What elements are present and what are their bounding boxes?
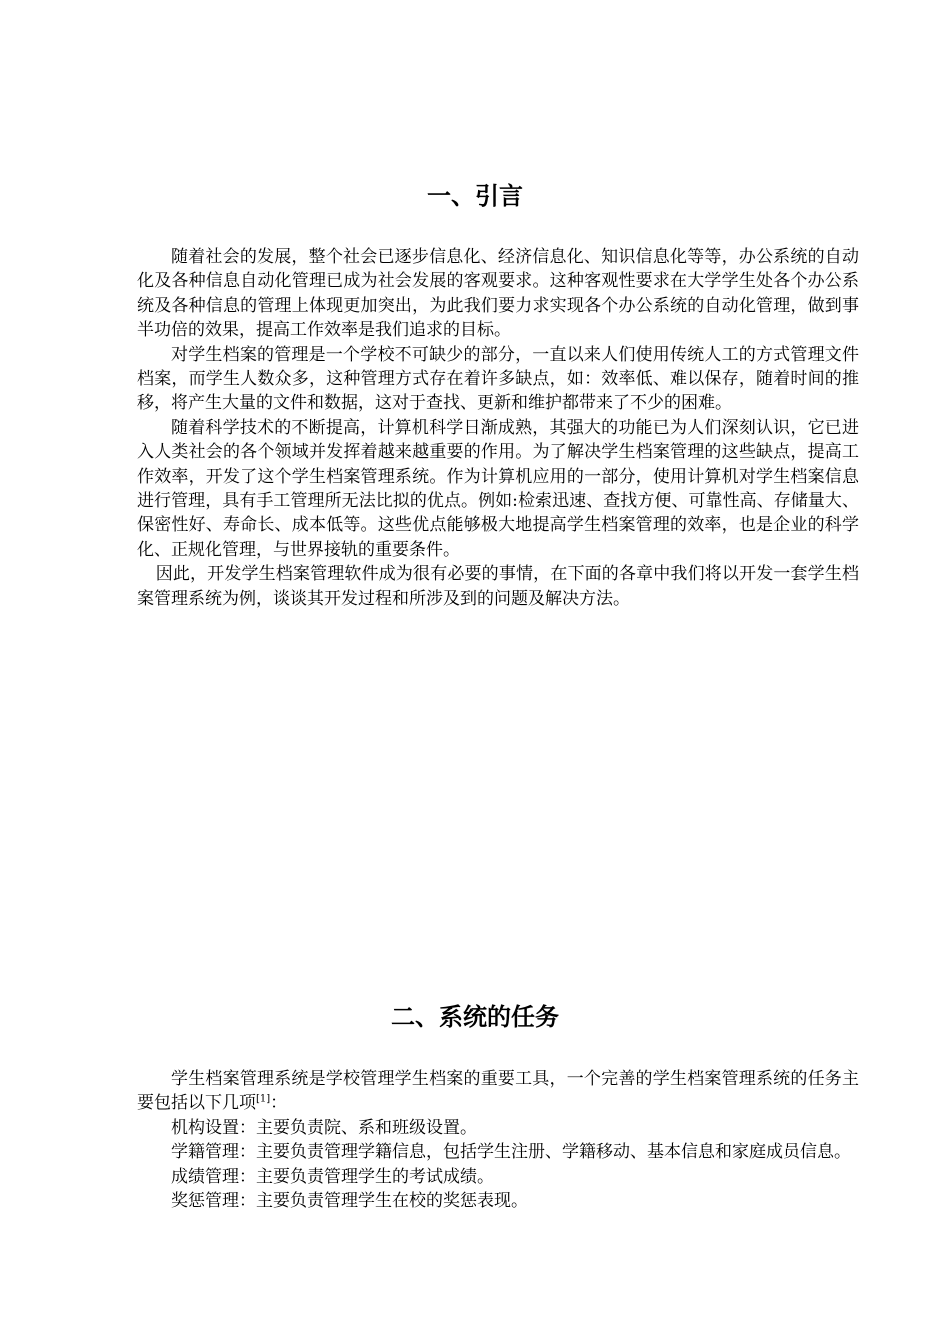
paragraph: 随着科学技术的不断提高，计算机科学日渐成熟，其强大的功能已为人们深刻认识，它已进入人类社会的各个领域并发挥着越来越重要的作用。为了解决学生档案管理的这些缺点，提高工作效率，开发了这个学生档案管理系统。作为计算机应用的一部分，使用计算机对学生档案信息进行管理，具有手工管理所无法比拟的优点。例如:检索迅速、查找方便、可靠性高、存储量大、保密性好、寿命长、成本低等。这些优点能够极大地提高学生档案管理的效率，也是企业的科学化、正规化管理，与世界接轨的重要条件。 (137, 417, 859, 560)
section-title-introduction: 一、引言 (427, 182, 523, 210)
paragraph: 对学生档案的管理是一个学校不可缺少的部分，一直以来人们使用传统人工的方式管理文件档案，而学生人数众多，这种管理方式存在着许多缺点，如：效率低、难以保存，随着时间的推移，将产生大量的文件和数据，这对于查找、更新和维护都带来了不少的困难。 (137, 344, 859, 414)
intro-end: ： (270, 1093, 288, 1114)
paragraph: 随着社会的发展，整个社会已逐步信息化、经济信息化、知识信息化等等，办公系统的自动化及各种信息自动化管理已成为社会发展的客观要求。这种客观性要求在大学学生处各个办公系统及各种信息的管理上体现更加突出，为此我们要力求实现各个办公系统的自动化管理，做到事半功倍的效果，提高工作效率是我们追求的目标。 (137, 247, 859, 341)
task-item: 学籍管理：主要负责管理学籍信息，包括学生注册、学籍移动、基本信息和家庭成员信息。 (171, 1142, 851, 1163)
section-body-introduction (137, 245, 859, 611)
paragraph: 因此，开发学生档案管理软件成为很有必要的事情，在下面的各章中我们将以开发一套学生档案管理系统为例，谈谈其开发过程和所涉及到的问题及解决方法。 (137, 564, 859, 609)
paragraph-intro (137, 1067, 859, 1116)
citation-reference: [1] (256, 1093, 271, 1105)
section-title-system-tasks: 二、系统的任务 (391, 1003, 559, 1031)
intro-text: 学生档案管理系统是学校管理学生档案的重要工具，一个完善的学生档案管理系统的任务主要包括以下几项 (137, 1069, 859, 1114)
task-item: 奖惩管理：主要负责管理学生在校的奖惩表现。 (171, 1191, 528, 1212)
section-body-system-tasks (137, 1067, 859, 1213)
task-item: 成绩管理：主要负责管理学生的考试成绩。 (171, 1166, 494, 1187)
task-item: 机构设置：主要负责院、系和班级设置。 (171, 1117, 477, 1138)
